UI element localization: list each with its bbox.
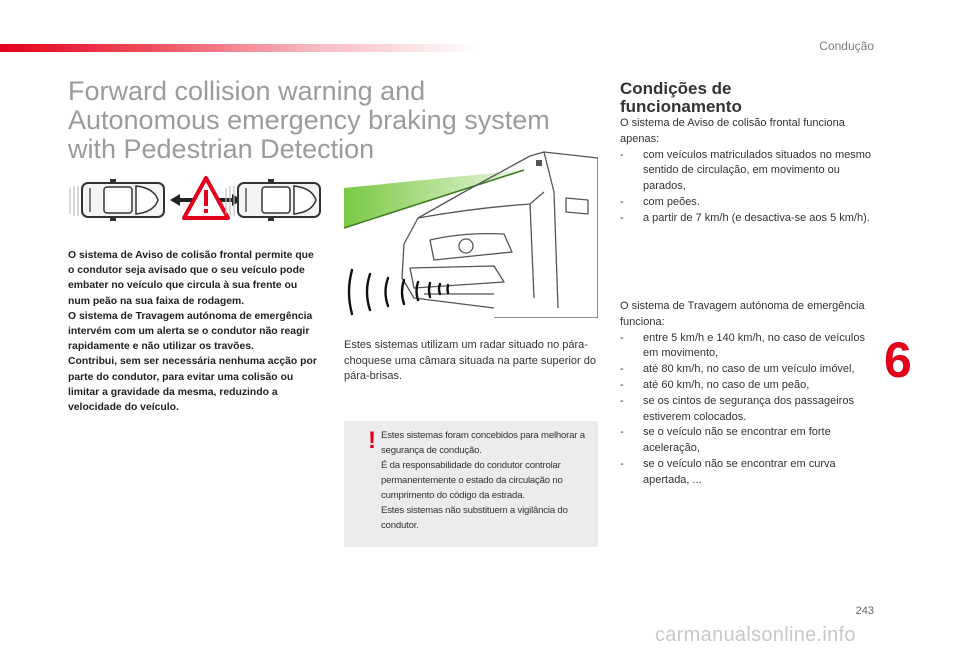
page-title-line: with Pedestrian Detection xyxy=(68,134,375,164)
warning-paragraph: É da responsabilidade do condutor controlar permanentemente o estado da circulação no cumprimento do código da estrada. xyxy=(381,460,563,501)
list-item: - se o veículo não se encontrar em curva apertada, ... xyxy=(620,457,882,489)
warning-conditions xyxy=(620,116,882,227)
list-item: - a partir de 7 km/h (e desactiva-se aos 5 km/h). xyxy=(620,211,882,227)
watermark-link[interactable]: carmanualsonline.info xyxy=(655,624,856,646)
exclamation-icon: ! xyxy=(368,427,376,454)
two-cars-collision-warning-icon xyxy=(66,174,324,224)
intro-paragraph: Contribui, sem ser necessária nenhuma acção por parte do condutor, para evitar uma colisão ou limitar a gravidade da mesma, reduzindo a velocidade do veículo. xyxy=(68,356,317,414)
warning-box xyxy=(344,421,598,547)
warning-paragraph: Estes sistemas não substituem a vigilância do condutor. xyxy=(381,505,568,531)
page-title-line: Forward collision warning and xyxy=(68,76,426,106)
braking-conditions-intro: O sistema de Travagem autónoma de emergência funciona: xyxy=(620,300,865,328)
page-title-line: Autonomous emergency braking system xyxy=(68,105,550,135)
list-item: - até 80 km/h, no caso de um veículo imóvel, xyxy=(620,362,882,378)
section-name: Condução xyxy=(819,39,874,53)
conditions-heading-line: Condições de xyxy=(620,79,732,98)
braking-conditions xyxy=(620,299,882,489)
list-item: - se o veículo não se encontrar em forte aceleração, xyxy=(620,425,882,457)
header-accent-bar xyxy=(0,44,480,52)
radar-waves-icon xyxy=(344,264,474,320)
chapter-number: 6 xyxy=(884,332,912,388)
conditions-heading xyxy=(620,80,860,116)
ego-car-icon xyxy=(82,179,164,221)
intro-paragraph: O sistema de Aviso de colisão frontal permite que o condutor seja avisado que o seu veículo pode embater no veículo que circula à sua frente ou num peão na sua faixa de rodagem. xyxy=(68,250,314,307)
page-number: 243 xyxy=(855,605,874,617)
intro-text xyxy=(68,248,320,415)
list-item: - entre 5 km/h e 140 km/h, no caso de veículos em movimento, xyxy=(620,331,882,363)
intro-paragraph: O sistema de Travagem autónoma de emergência intervém com um alerta se o condutor não reagir rapidamente e não utilizar os travões. xyxy=(68,310,313,353)
warning-text xyxy=(381,428,593,533)
warning-conditions-intro: O sistema de Aviso de colisão frontal funciona apenas: xyxy=(620,117,845,145)
list-item: - até 60 km/h, no caso de um peão, xyxy=(620,378,882,394)
lead-car-icon xyxy=(238,179,320,221)
warning-paragraph: Estes sistemas foram concebidos para melhorar a segurança de condução. xyxy=(381,430,585,456)
radar-description: Estes sistemas utilizam um radar situado no pára-choquese uma câmara situada na parte superior do pára-brisas. xyxy=(344,339,596,382)
list-item: - com peões. xyxy=(620,195,882,211)
list-item: - se os cintos de segurança dos passageiros estiverem colocados. xyxy=(620,394,882,426)
conditions-heading-line: funcionamento xyxy=(620,97,742,116)
list-item: - com veículos matriculados situados no mesmo sentido de circulação, em movimento ou parados, xyxy=(620,148,882,195)
